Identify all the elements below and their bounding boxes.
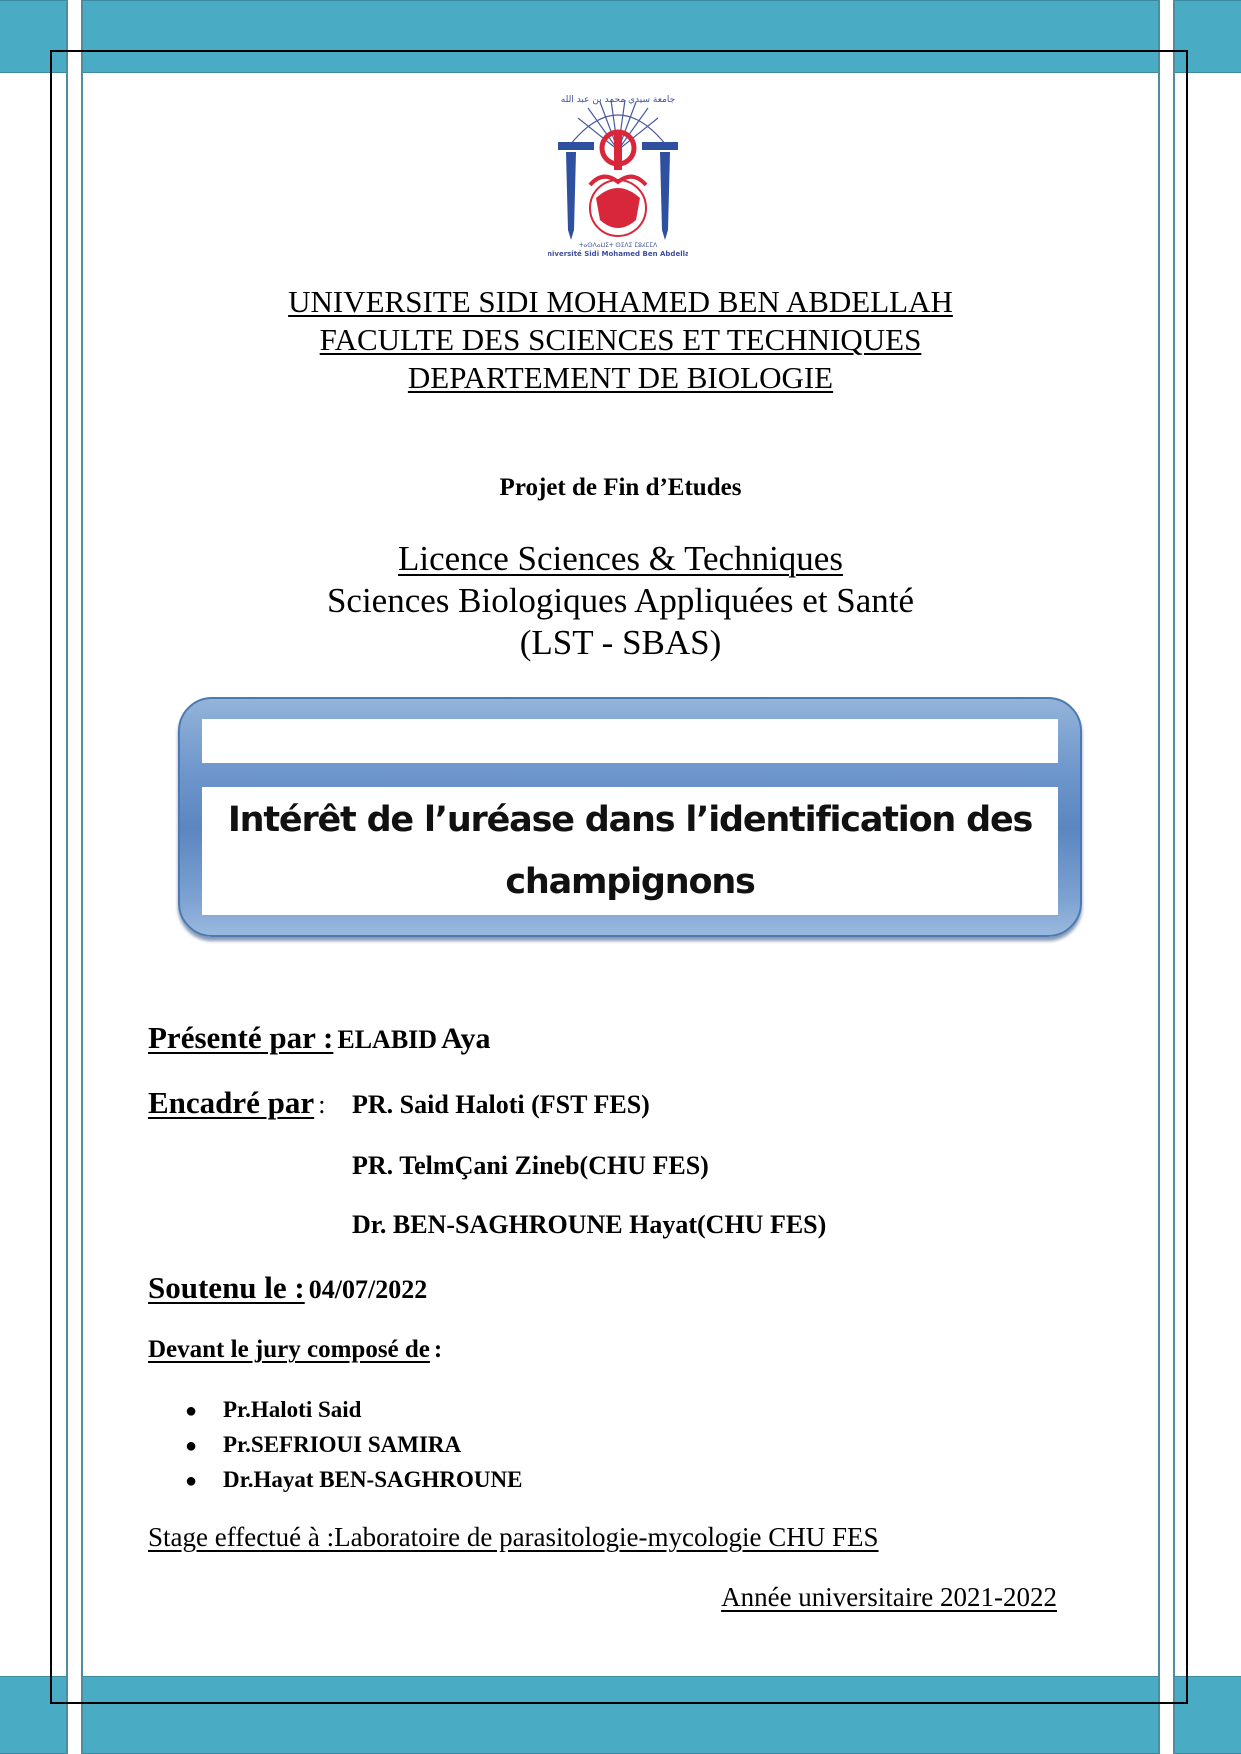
jury-separator: :	[433, 1336, 443, 1363]
institution-header	[0, 283, 1241, 397]
svg-text:Université Sidi Mohamed Ben Ab: Université Sidi Mohamed Ben Abdellah	[548, 250, 688, 258]
supervised-by-label: Encadré par	[148, 1085, 315, 1120]
program-name: Sciences Biologiques Appliquées et Santé	[326, 581, 915, 620]
thesis-title-line-2: champignons	[505, 862, 755, 902]
student-last-name: ELABID	[337, 1025, 438, 1054]
presented-by-label: Présenté par :	[148, 1020, 334, 1055]
faculty-name: FACULTE DES SCIENCES ET TECHNIQUES	[319, 322, 922, 357]
defense-date-label: Soutenu le :	[148, 1270, 305, 1305]
program-abbreviation: (LST - SBAS)	[519, 623, 722, 662]
jury-label: Devant le jury composé de	[148, 1336, 430, 1363]
academic-year: Année universitaire 2021-2022	[721, 1582, 1057, 1612]
jury-member: ● Pr.Haloti Said	[185, 1392, 522, 1427]
degree-name: Licence Sciences & Techniques	[398, 539, 843, 578]
bullet-icon: ●	[185, 1470, 198, 1492]
svg-text:ⵜⴰⵙⴷⴰⵡⵉⵜ ⵙⵉⴷⵉ ⵎⵓⵃⵎⵎⴷ: ⵜⴰⵙⴷⴰⵡⵉⵜ ⵙⵉⴷⵉ ⵎⵓⵃⵎⵎⴷ	[578, 242, 658, 249]
university-name: UNIVERSITE SIDI MOHAMED BEN ABDELLAH	[288, 284, 953, 319]
title-banner-main-panel	[202, 787, 1058, 915]
supervised-by-row	[148, 1085, 325, 1121]
bullet-icon: ●	[185, 1400, 198, 1422]
jury-member: ● Dr.Hayat BEN-SAGHROUNE	[185, 1462, 522, 1497]
defense-date: 04/07/2022	[308, 1275, 428, 1304]
jury-member: ● Pr.SEFRIOUI SAMIRA	[185, 1427, 522, 1462]
svg-text:جامعة سيدي محمد بن عبد الله: جامعة سيدي محمد بن عبد الله	[560, 95, 676, 105]
supervisor-2: PR. TelmÇani Zineb(CHU FES)	[352, 1151, 709, 1180]
presented-by-row	[148, 1020, 491, 1056]
thesis-title-line-1: Intérêt de l’uréase dans l’identification des	[227, 800, 1033, 840]
university-emblem-icon	[548, 90, 688, 260]
project-type: Projet de Fin d’Etudes	[499, 474, 742, 501]
supervisor-1: PR. Said Haloti (FST FES)	[352, 1090, 650, 1119]
bullet-icon: ●	[185, 1435, 198, 1457]
defense-date-row	[148, 1270, 427, 1306]
department-name: DEPARTEMENT DE BIOLOGIE	[407, 360, 834, 395]
title-banner-top-panel	[202, 719, 1058, 763]
jury-heading	[148, 1336, 442, 1364]
degree-block	[0, 538, 1241, 664]
supervisor-3: Dr. BEN-SAGHROUNE Hayat(CHU FES)	[352, 1210, 827, 1239]
title-banner	[178, 697, 1082, 937]
supervised-by-separator: :	[318, 1090, 326, 1119]
internship-location: Stage effectué à :Laboratoire de parasitologie-mycologie CHU FES	[148, 1522, 879, 1552]
student-first-name: Aya	[441, 1022, 491, 1055]
jury-list	[185, 1392, 522, 1497]
